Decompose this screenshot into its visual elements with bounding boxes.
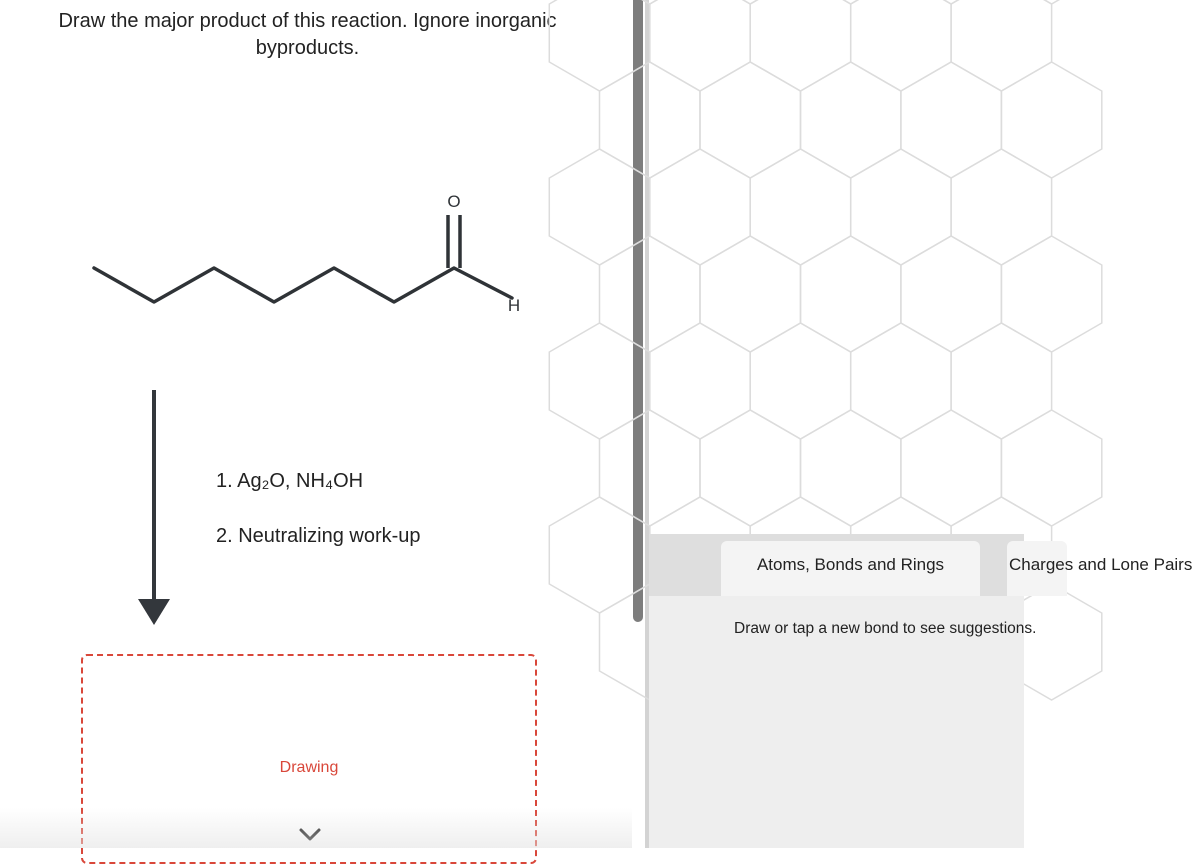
grid-hexagon: [750, 0, 851, 91]
grid-hexagon: [801, 62, 901, 178]
question-text: [20, 8, 595, 62]
oxygen-atom-label: O: [447, 192, 461, 211]
drawing-canvas[interactable]: [649, 0, 1024, 534]
question-line-2: byproducts.: [255, 37, 360, 59]
hydrogen-atom-label: H: [507, 296, 521, 315]
grid-hexagon: [801, 236, 901, 352]
grid-hexagon: [1001, 236, 1101, 352]
grid-hexagon: [1001, 410, 1101, 526]
grid-hexagon: [951, 0, 1052, 91]
suggestion-hint: Draw or tap a new bond to see suggestions.: [734, 620, 1037, 637]
grid-hexagon: [801, 410, 901, 526]
scrollbar-thumb[interactable]: [633, 0, 643, 622]
grid-hexagon: [750, 149, 851, 265]
grid-hexagon: [750, 323, 851, 439]
grid-hexagon: [700, 236, 801, 352]
grid-hexagon: [851, 0, 951, 91]
grid-hexagon: [901, 410, 1002, 526]
grid-hexagon: [650, 323, 750, 439]
carbon-chain-bonds: [94, 268, 512, 302]
grid-hexagon: [901, 62, 1002, 178]
tab-atoms-bonds-rings[interactable]: Atoms, Bonds and Rings: [721, 541, 980, 596]
grid-hexagon: [951, 323, 1052, 439]
grid-hexagon: [700, 410, 801, 526]
hexagon-grid: [649, 0, 1024, 534]
grid-hexagon: [1001, 62, 1101, 178]
editor-toolbox: [649, 534, 1192, 848]
editor-tab-strip: [649, 534, 1192, 596]
drawing-label: Drawing: [279, 759, 339, 776]
reagent-step-1: 1. Ag₂O, NH₄OH: [216, 470, 364, 492]
grid-hexagon: [901, 236, 1002, 352]
grid-hexagon: [700, 62, 801, 178]
grid-hexagon: [650, 0, 750, 91]
reagent-step-2: 2. Neutralizing work-up: [216, 525, 421, 547]
grid-hexagon: [851, 323, 951, 439]
reaction-arrow-icon: [130, 385, 180, 630]
answer-drawing-box[interactable]: [81, 654, 537, 864]
starting-material-structure: [80, 180, 540, 320]
tab-charges-lone-pairs[interactable]: Charges and Lone Pairs: [1007, 541, 1067, 596]
grid-hexagon: [951, 149, 1052, 265]
grid-hexagon: [851, 149, 951, 265]
chevron-down-icon[interactable]: [298, 828, 322, 842]
question-line-1: Draw the major product of this reaction. Ignore inorganic: [58, 10, 557, 32]
grid-hexagon: [650, 149, 750, 265]
